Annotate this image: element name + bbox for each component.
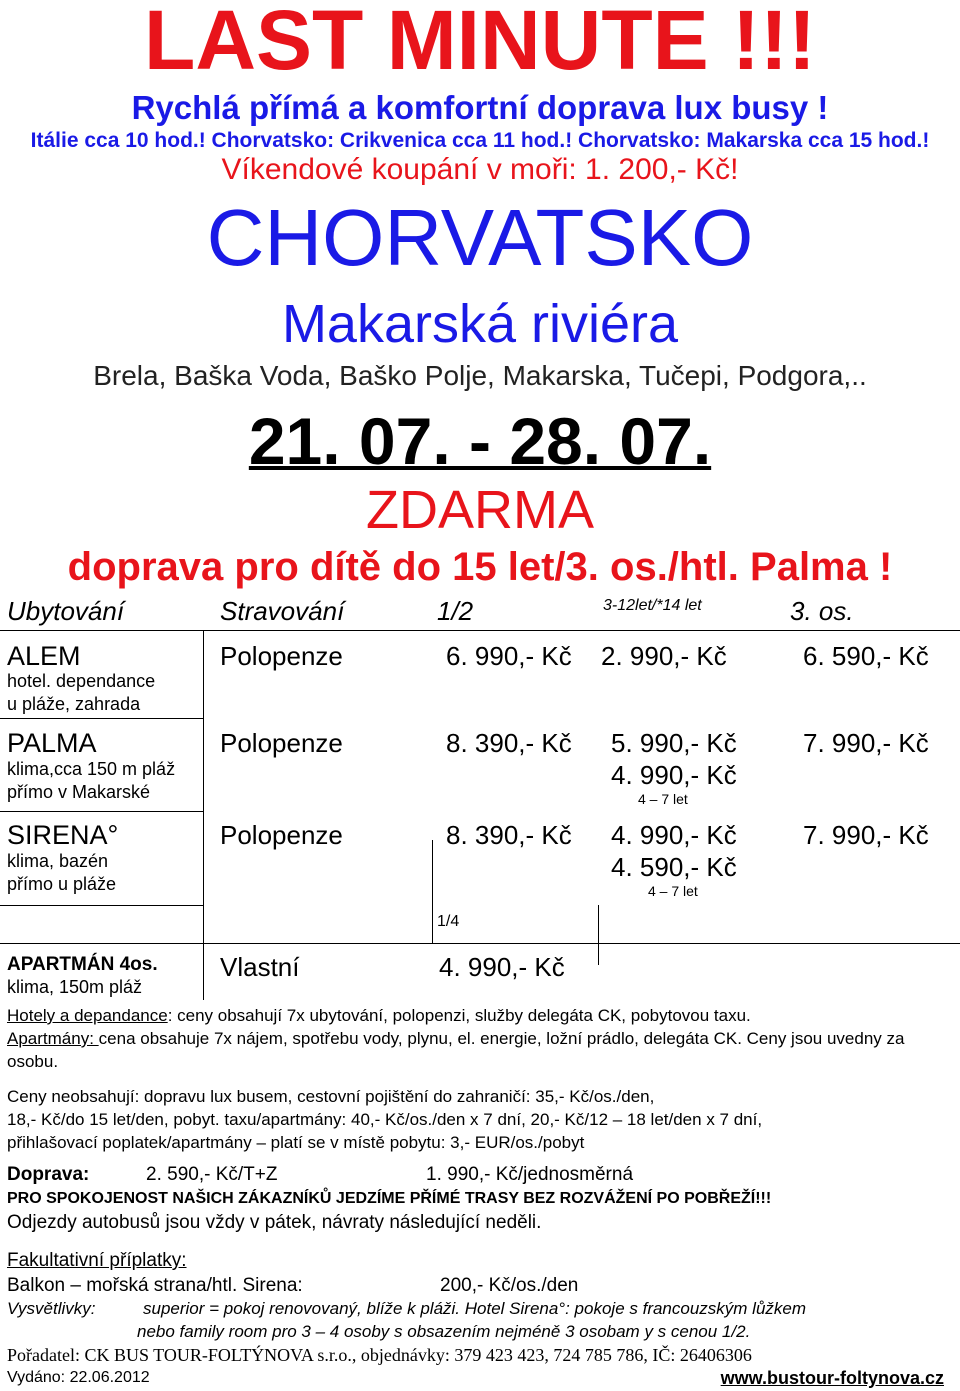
free-title: ZDARMA xyxy=(366,480,594,540)
price-child: 5. 990,- Kč xyxy=(611,728,737,758)
row-divider xyxy=(0,718,203,719)
hotels-info xyxy=(7,1004,751,1027)
explanations-label: Vysvětlivky: xyxy=(7,1299,96,1318)
col-divider xyxy=(203,630,204,1000)
price-third: 6. 590,- Kč xyxy=(803,641,929,671)
balcony-fee-price: 200,- Kč/os./den xyxy=(440,1275,579,1296)
price-child: 4. 990,- Kč xyxy=(611,820,737,850)
hotel-name: PALMA xyxy=(7,728,97,758)
price-adult: 8. 390,- Kč xyxy=(446,728,572,758)
quarter-label: 1/4 xyxy=(437,913,460,930)
hotel-desc: přímo u pláže xyxy=(7,874,117,894)
price-child: 2. 990,- Kč xyxy=(601,641,727,671)
hotel-desc: u pláže, zahrada xyxy=(7,694,141,714)
price-child-small: 4. 990,- Kč xyxy=(611,760,737,790)
price-child-small: 4. 590,- Kč xyxy=(611,852,737,882)
apartments-info-text: cena obsahuje 7x nájem, spotřebu vody, plynu, el. energie, ložní prádlo, delegáta CK. Ceny jsou uvedny za osobu. xyxy=(7,1029,905,1071)
transport-oneway-price: 1. 990,- Kč/jednosměrná xyxy=(426,1164,634,1185)
hotel-desc: přímo v Makarské xyxy=(7,782,151,802)
website-link[interactable]: www.bustour-foltynova.cz xyxy=(720,1368,944,1388)
exclusions-line: přihlašovací poplatek/apartmány – platí se v místě pobytu: 3,- EUR/os./pobyt xyxy=(7,1133,585,1152)
exclusions-line: Ceny neobsahují: dopravu lux busem, cestovní pojištění do zahraničí: 35,- Kč/os./den, xyxy=(7,1087,655,1106)
board-type: Polopenze xyxy=(220,820,343,850)
table-top-line xyxy=(0,630,960,631)
hotel-desc: klima, bazén xyxy=(7,851,109,871)
col-divider xyxy=(598,905,599,965)
apartment-board: Vlastní xyxy=(220,952,300,982)
row-divider xyxy=(0,905,203,906)
hotel-name: ALEM xyxy=(7,641,81,671)
col-divider xyxy=(432,840,433,943)
col-third: 3. os. xyxy=(790,596,854,626)
hotel-desc: klima,cca 150 m pláž xyxy=(7,759,176,779)
last-minute-title: LAST MINUTE !!! xyxy=(144,0,816,87)
hotels-info-text: : ceny obsahují 7x ubytování, polopenzi, služby delegáta CK, pobytovou taxu. xyxy=(167,1006,751,1025)
price-adult: 6. 990,- Kč xyxy=(446,641,572,671)
col-half: 1/2 xyxy=(437,596,474,626)
issue-date: Vydáno: 22.06.2012 xyxy=(7,1369,150,1386)
apartments-info xyxy=(7,1027,953,1073)
child-age-note: 4 – 7 let xyxy=(638,791,688,807)
hotel-desc: hotel. dependance xyxy=(7,671,156,691)
price-third: 7. 990,- Kč xyxy=(803,728,929,758)
hotels-info-label: Hotely a depandance xyxy=(7,1006,168,1025)
explanations-line: nebo family room pro 3 – 4 osoby s obsazením nejméně 3 osobam y s cenou 1/2. xyxy=(137,1322,751,1341)
transport-return-price: 2. 590,- Kč/T+Z xyxy=(146,1164,278,1185)
country-title: CHORVATSKO xyxy=(206,193,754,282)
term-dates: 21. 07. - 28. 07. xyxy=(248,404,712,478)
col-board: Stravování xyxy=(220,596,345,626)
travel-times: Itálie cca 10 hod.! Chorvatsko: Crikvenica cca 11 hod.! Chorvatsko: Makarska cca 15 hod.! xyxy=(30,129,930,152)
explanations-line: superior = pokoj renovovaný, blíže k pláži. Hotel Sirena°: pokoje s francouzským lůžkem xyxy=(143,1299,807,1318)
child-age-note: 4 – 7 let xyxy=(648,883,698,899)
departures-note: Odjezdy autobusů jsou vždy v pátek, návraty následující neděli. xyxy=(7,1212,542,1233)
apartment-price: 4. 990,- Kč xyxy=(439,952,565,982)
row-divider xyxy=(0,811,203,812)
transport-label: Doprava: xyxy=(7,1164,90,1185)
region-title: Makarská riviéra xyxy=(281,294,679,354)
hotel-name: SIRENA° xyxy=(7,820,119,850)
row-divider xyxy=(0,943,960,944)
satisfaction-note: PRO SPOKOJENOST NAŠICH ZÁKAZNÍKŮ JEDZÍME PŘÍMÉ TRASY BEZ ROZVÁŽENÍ PO POBŘEŽÍ!!! xyxy=(7,1190,772,1207)
apartment-desc: klima, 150m pláž xyxy=(7,977,143,997)
optional-fees-title: Fakultativní příplatky: xyxy=(7,1250,187,1271)
board-type: Polopenze xyxy=(220,641,343,671)
apartments-info-label: Apartmány: xyxy=(7,1029,99,1048)
col-accommodation: Ubytování xyxy=(7,596,125,626)
col-child: 3-12let/*14 let xyxy=(603,597,702,614)
weekend-offer: Víkendové koupání v moři: 1. 200,- Kč! xyxy=(221,153,739,186)
organizer-info: Pořadatel: CK BUS TOUR-FOLTÝNOVA s.r.o., objednávky: 379 423 423, 724 785 786, IČ: 26406306 xyxy=(7,1345,752,1365)
board-type: Polopenze xyxy=(220,728,343,758)
exclusions-line: 18,- Kč/do 15 let/den, pobyt. taxu/apartmány: 40,- Kč/os./den x 7 dní, 20,- Kč/12 – 18 let/den x 7 dní, xyxy=(7,1110,763,1129)
free-transport-text: doprava pro dítě do 15 let/3. os./htl. Palma ! xyxy=(67,545,893,589)
apartment-name: APARTMÁN 4os. xyxy=(7,954,158,975)
price-adult: 8. 390,- Kč xyxy=(446,820,572,850)
balcony-fee: Balkon – mořská strana/htl. Sirena: xyxy=(7,1275,303,1296)
price-third: 7. 990,- Kč xyxy=(803,820,929,850)
transport-headline: Rychlá přímá a komfortní doprava lux busy ! xyxy=(131,89,829,126)
places-list: Brela, Baška Voda, Baško Polje, Makarska, Tučepi, Podgora,.. xyxy=(93,360,867,391)
